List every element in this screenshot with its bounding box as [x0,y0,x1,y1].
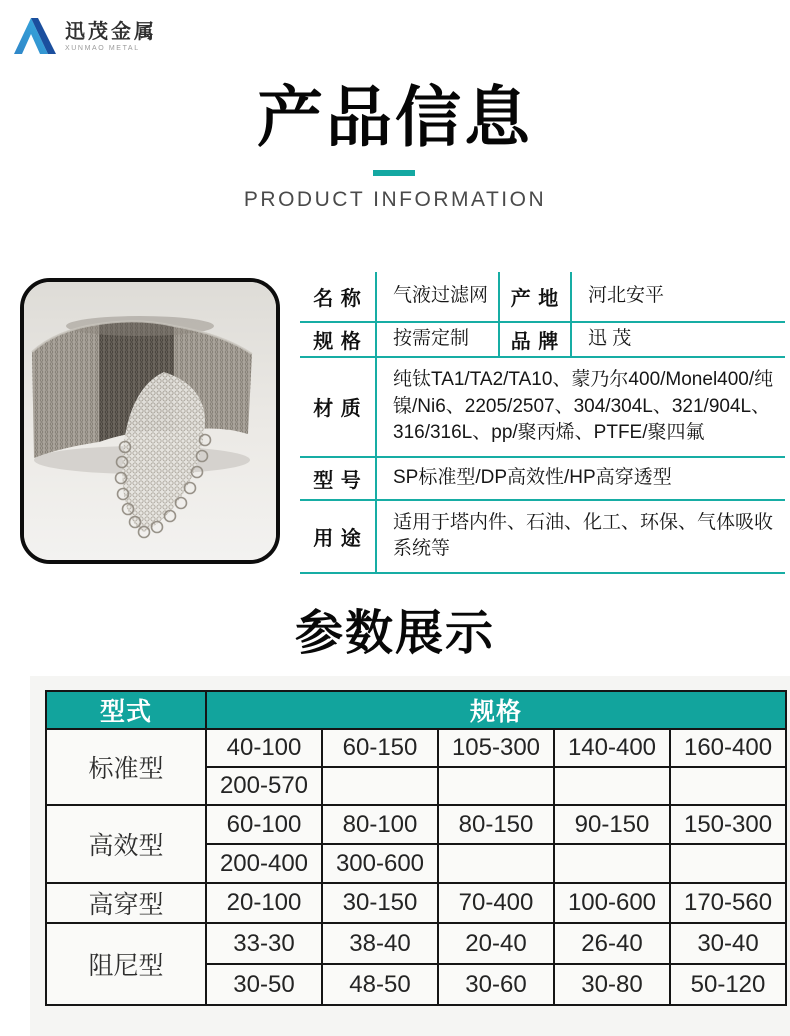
spec-cell [438,844,554,883]
spec-cell [322,767,438,805]
spec-cell [438,767,554,805]
spec-cell: 20-40 [438,923,554,964]
name-label: 名 称 [313,288,362,310]
brand-logo [12,12,157,61]
spec-cell: 60-150 [322,729,438,767]
type-standard: 标准型 [46,729,206,805]
table-row [300,358,785,458]
type-high-penetration: 高穿型 [46,883,206,923]
spec-cell: 60-100 [206,805,322,844]
spec-cell: 26-40 [554,923,670,964]
table-row [46,805,786,844]
spec-cell: 40-100 [206,729,322,767]
table-header-row [46,691,786,729]
spec-cell [554,844,670,883]
spec-column-header: 规格 [206,691,786,729]
spec-cell: 100-600 [554,883,670,923]
type-damping: 阻尼型 [46,923,206,1005]
spec-cell: 200-400 [206,844,322,883]
spec-cell: 20-100 [206,883,322,923]
model-value: SP标准型/DP高效性/HP高穿透型 [375,458,785,499]
brand-value: 迅 茂 [570,323,785,356]
spec-cell: 200-570 [206,767,322,805]
table-row [300,501,785,574]
spec-cell: 170-560 [670,883,786,923]
spec-cell: 30-40 [670,923,786,964]
logo-company-name-en: XUNMAO METAL [65,44,140,52]
use-label: 用 途 [313,527,362,550]
type-high-efficiency: 高效型 [46,805,206,883]
product-photo [20,278,280,564]
spec-cell: 105-300 [438,729,554,767]
spec-cell: 80-100 [322,805,438,844]
name-value: 气液过滤网 [375,272,498,321]
parameter-table [45,690,787,1006]
use-value: 适用于塔内件、石油、化工、环保、气体吸收系统等 [375,501,785,572]
spec-cell: 30-80 [554,964,670,1005]
table-row [46,729,786,767]
material-label: 材 质 [313,398,362,421]
spec-cell: 33-30 [206,923,322,964]
spec-cell: 90-150 [554,805,670,844]
spec-cell: 30-50 [206,964,322,1005]
parameters-section-title: 参数展示 [294,607,495,660]
product-info-table [300,272,785,574]
spec-cell: 38-40 [322,923,438,964]
spec-cell [670,844,786,883]
page-title: 产品信息 [257,80,533,154]
spec-cell: 48-50 [322,964,438,1005]
spec-cell: 80-150 [438,805,554,844]
material-value: 纯钛TA1/TA2/TA10、蒙乃尔400/Monel400/纯镍/Ni6、2205/2507、304/304L、321/904L、316/316L、pp/聚丙烯、PTFE/聚四氟 [375,358,785,456]
spec-cell: 50-120 [670,964,786,1005]
table-row [300,272,785,323]
origin-value: 河北安平 [570,272,785,321]
model-label: 型 号 [313,469,362,492]
spec-cell: 160-400 [670,729,786,767]
table-row [46,883,786,923]
spec-cell: 30-60 [438,964,554,1005]
table-row [300,323,785,358]
table-row [300,458,785,501]
page-subtitle: PRODUCT INFORMATION [243,188,547,211]
spec-cell: 300-600 [322,844,438,883]
spec-cell: 140-400 [554,729,670,767]
brand-label: 品 牌 [498,323,570,356]
spec-value: 按需定制 [375,323,498,356]
origin-label: 产 地 [498,272,570,321]
mountain-logo-icon [12,12,58,61]
spec-label: 规 格 [313,331,362,353]
spec-cell: 150-300 [670,805,786,844]
table-row [46,923,786,964]
spec-cell: 70-400 [438,883,554,923]
spec-cell [670,767,786,805]
title-accent-bar [373,170,415,176]
spec-cell: 30-150 [322,883,438,923]
type-column-header: 型式 [46,691,206,729]
spec-cell [554,767,670,805]
logo-company-name: 迅茂金属 [65,20,157,43]
